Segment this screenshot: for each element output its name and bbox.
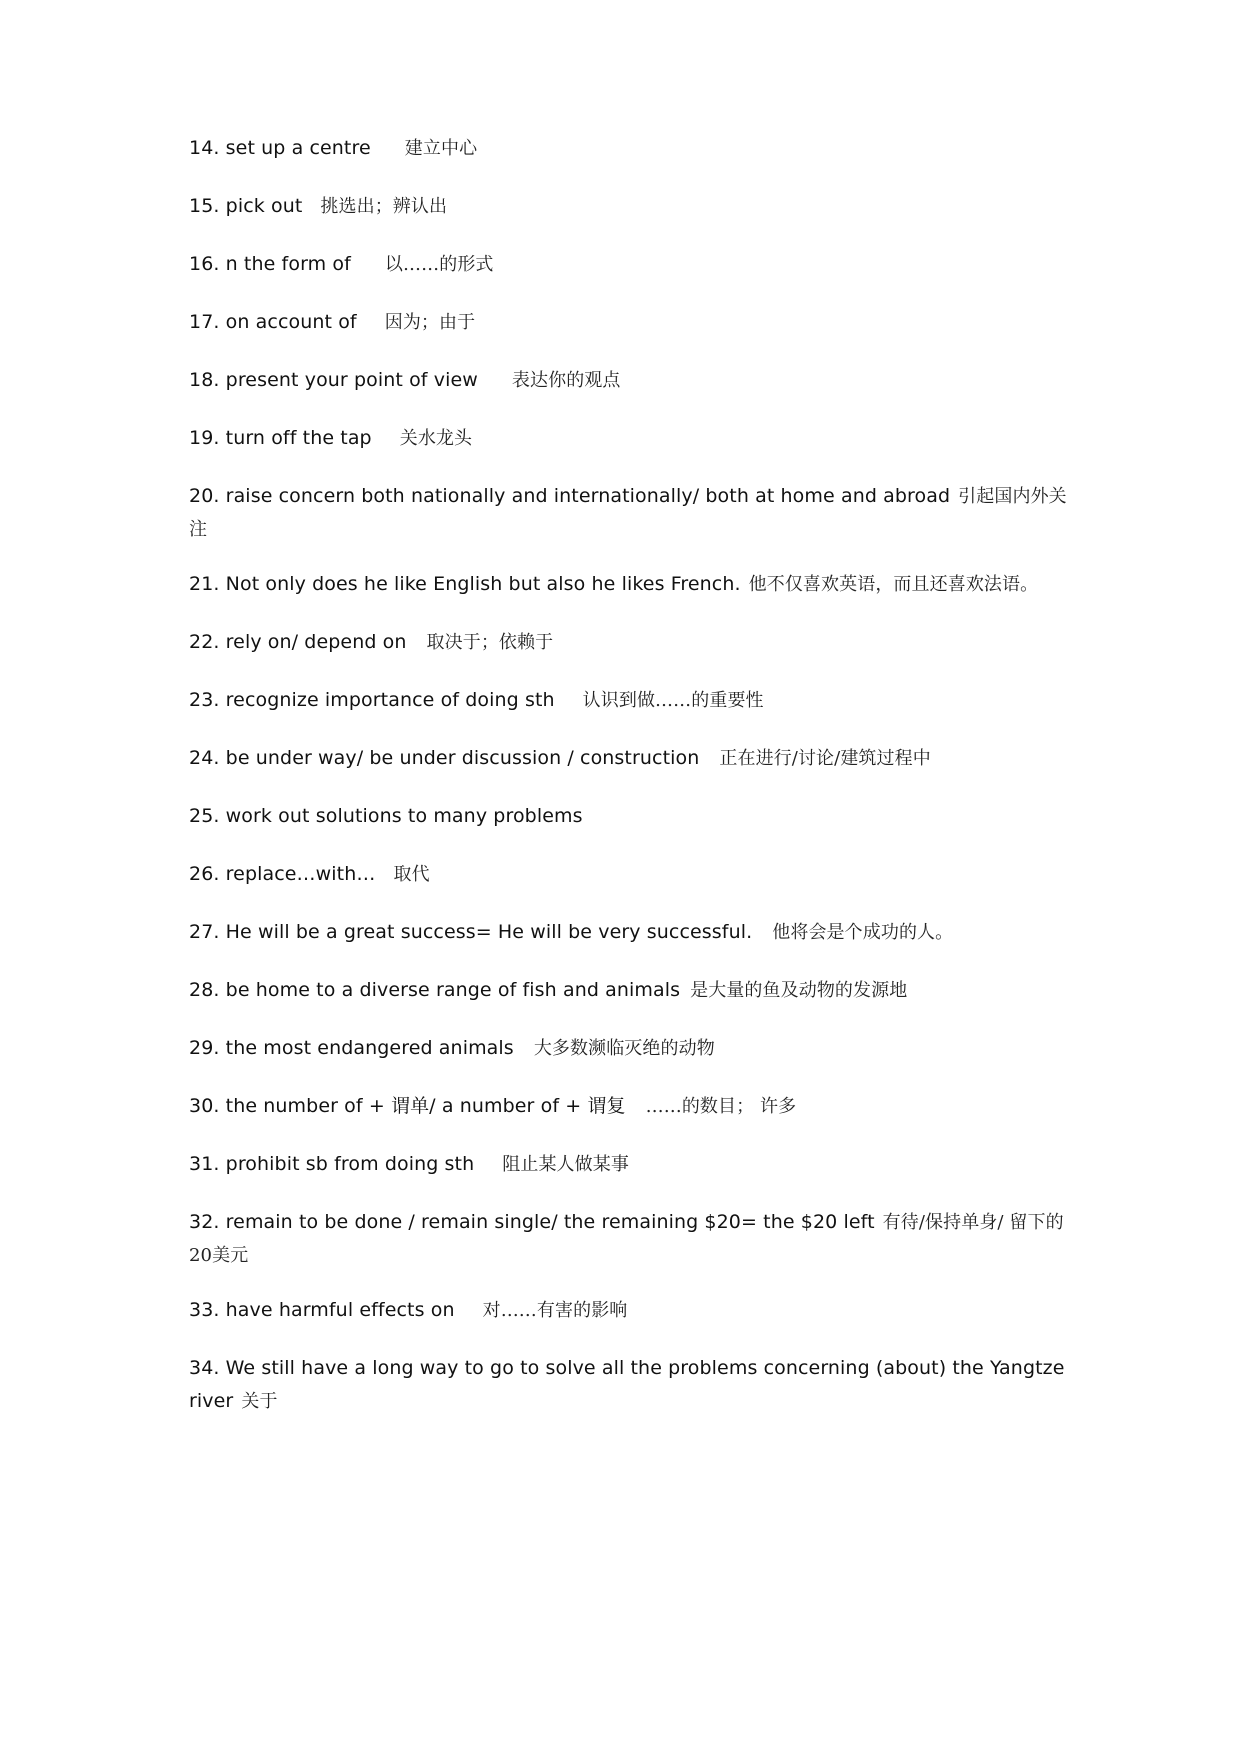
english-phrase: 19. turn off the tap bbox=[189, 427, 372, 449]
english-phrase: 25. work out solutions to many problems bbox=[189, 805, 583, 827]
english-phrase: 22. rely on/ depend on bbox=[189, 631, 407, 653]
vocab-entry-29 bbox=[189, 1032, 1069, 1065]
english-phrase: 27. He will be a great success= He will be very successful. bbox=[189, 921, 753, 943]
chinese-translation: 以……的形式 bbox=[384, 254, 494, 275]
chinese-translation: 引起国内外关注 bbox=[189, 486, 1067, 540]
english-phrase: 24. be under way/ be under discussion / construction bbox=[189, 747, 700, 769]
vocab-entry-34 bbox=[189, 1352, 1069, 1418]
vocab-entry-27 bbox=[189, 916, 1069, 949]
chinese-translation: 是大量的鱼及动物的发源地 bbox=[690, 980, 908, 1001]
vocab-entry-23 bbox=[189, 684, 1069, 717]
vocab-entry-17 bbox=[189, 306, 1069, 339]
english-phrase: 18. present your point of view bbox=[189, 369, 478, 391]
chinese-translation: ……的数目； 许多 bbox=[645, 1096, 797, 1117]
chinese-translation: 表达你的观点 bbox=[511, 370, 621, 391]
vocab-entry-25 bbox=[189, 800, 1069, 833]
vocab-entry-30 bbox=[189, 1090, 1069, 1123]
vocab-entry-26 bbox=[189, 858, 1069, 891]
chinese-translation: 取代 bbox=[393, 864, 430, 885]
chinese-translation: 认识到做……的重要性 bbox=[582, 690, 764, 711]
chinese-translation: 关水龙头 bbox=[399, 428, 473, 449]
chinese-translation: 取决于；依赖于 bbox=[426, 632, 554, 653]
english-phrase: 33. have harmful effects on bbox=[189, 1299, 455, 1321]
vocab-entry-24 bbox=[189, 742, 1069, 775]
english-phrase: 26. replace…with… bbox=[189, 863, 376, 885]
english-phrase: 23. recognize importance of doing sth bbox=[189, 689, 555, 711]
vocab-entry-32 bbox=[189, 1206, 1069, 1272]
vocab-entry-19 bbox=[189, 422, 1069, 455]
vocab-entry-14 bbox=[189, 132, 1069, 165]
chinese-translation: 他不仅喜欢英语，而且还喜欢法语。 bbox=[748, 574, 1039, 595]
chinese-translation: 建立中心 bbox=[404, 138, 478, 159]
english-phrase: 30. the number of + 谓单/ a number of + 谓复 bbox=[189, 1095, 626, 1117]
chinese-translation: 因为；由于 bbox=[384, 312, 476, 333]
chinese-translation: 正在进行/讨论/建筑过程中 bbox=[719, 748, 931, 769]
chinese-translation: 阻止某人做某事 bbox=[502, 1154, 629, 1175]
english-phrase: 31. prohibit sb from doing sth bbox=[189, 1153, 475, 1175]
english-phrase: 14. set up a centre bbox=[189, 137, 371, 159]
vocab-entry-18 bbox=[189, 364, 1069, 397]
vocab-entry-21 bbox=[189, 568, 1069, 601]
chinese-translation: 有待/保持单身/ 留下的20美元 bbox=[189, 1212, 1064, 1266]
english-phrase: 16. n the form of bbox=[189, 253, 351, 275]
chinese-translation: 挑选出；辨认出 bbox=[320, 196, 448, 217]
english-phrase: 29. the most endangered animals bbox=[189, 1037, 514, 1059]
vocab-entry-16 bbox=[189, 248, 1069, 281]
vocab-entry-22 bbox=[189, 626, 1069, 659]
vocab-entry-31 bbox=[189, 1148, 1069, 1181]
chinese-translation: 对……有害的影响 bbox=[482, 1300, 628, 1321]
vocab-entry-33 bbox=[189, 1294, 1069, 1327]
english-phrase: 34. We still have a long way to go to solve all the problems concerning (about) the Yangtze river bbox=[189, 1357, 1065, 1412]
vocab-entry-15 bbox=[189, 190, 1069, 223]
english-phrase: 32. remain to be done / remain single/ the remaining $20= the $20 left bbox=[189, 1211, 875, 1233]
vocab-entry-20 bbox=[189, 480, 1069, 546]
chinese-translation: 关于 bbox=[241, 1391, 278, 1412]
vocab-entry-28 bbox=[189, 974, 1069, 1007]
english-phrase: 15. pick out bbox=[189, 195, 303, 217]
chinese-translation: 大多数濒临灭绝的动物 bbox=[533, 1038, 715, 1059]
chinese-translation: 他将会是个成功的人。 bbox=[772, 922, 954, 943]
english-phrase: 21. Not only does he like English but also he likes French. bbox=[189, 573, 741, 595]
english-phrase: 17. on account of bbox=[189, 311, 357, 333]
english-phrase: 28. be home to a diverse range of fish and animals bbox=[189, 979, 681, 1001]
english-phrase: 20. raise concern both nationally and internationally/ both at home and abroad bbox=[189, 485, 951, 507]
